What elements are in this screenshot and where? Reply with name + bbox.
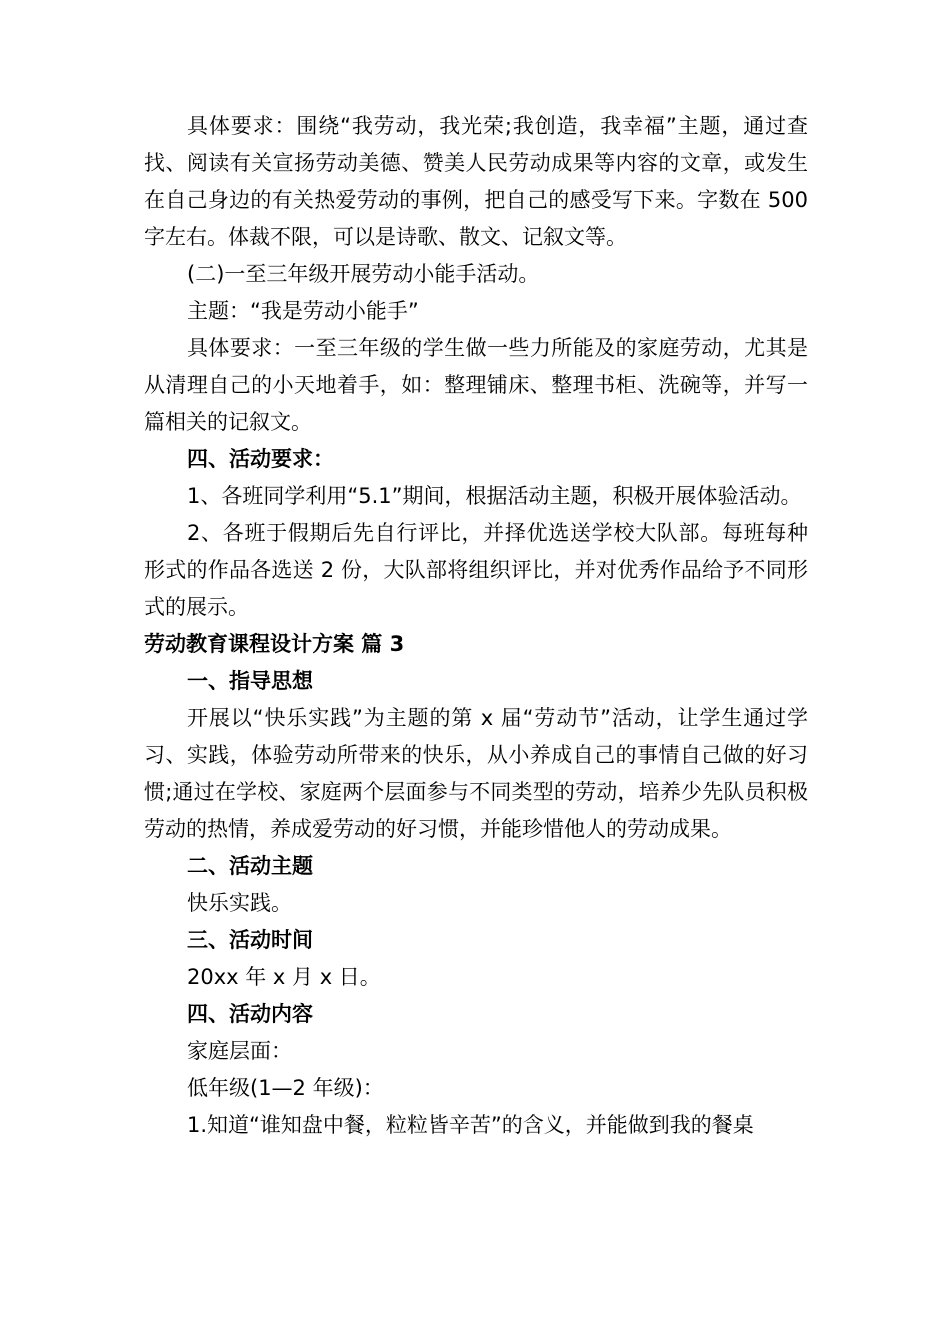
paragraph-requirement-2: 2、各班于假期后先自行评比，并择优选送学校大队部。每班每种形式的作品各选送 2 份，大队部将组织评比，并对优秀作品给予不同形式的展示。 [144,521,808,619]
paragraph-family-level: 家庭层面： [187,1039,292,1063]
paragraph-item-1: 1.知道“谁知盘中餐，粒粒皆辛苦”的含义，并能做到我的餐桌 [187,1113,754,1137]
heading-activity-time: 三、活动时间 [187,928,313,952]
paragraph-guiding-ideology: 开展以“快乐实践”为主题的第 x 届“劳动节”活动，让学生通过学习、实践，体验劳动所带来的快乐，从小养成自己的事情自己做的好习惯;通过在学校、家庭两个层面参与不同类型的劳动，培养少先队员积极劳动的热情，养成爱劳动的好习惯，并能珍惜他人的劳动成果。 [144,706,808,841]
heading-guiding-ideology: 一、指导思想 [187,669,313,693]
paragraph-requirement-1: 1、各班同学利用“5.1”期间，根据活动主题，积极开展体验活动。 [187,484,802,508]
heading-activity-requirements: 四、活动要求： [187,447,334,471]
heading-activity-theme: 二、活动主题 [187,854,313,878]
document-page [144,108,808,1144]
paragraph-specific-requirements: 具体要求：一至三年级的学生做一些力所能及的家庭劳动，尤其是从清理自己的小天地着手，如：整理铺床、整理书柜、洗碗等，并写一篇相关的记叙文。 [144,336,808,434]
section-title-plan-3: 劳动教育课程设计方案 篇 3 [144,632,405,656]
paragraph-requirements: 具体要求：围绕“我劳动，我光荣;我创造，我幸福”主题，通过查找、阅读有关宣扬劳动美德、赞美人民劳动成果等内容的文章，或发生在自己身边的有关热爱劳动的事例，把自己的感受写下来。字数在 500 字左右。体裁不限，可以是诗歌、散文、记叙文等。 [144,114,808,249]
paragraph-activity-time: 20xx 年 x 月 x 日。 [187,965,381,989]
paragraph-activity-grade-1-3: (二)一至三年级开展劳动小能手活动。 [187,262,540,286]
paragraph-lower-grade: 低年级(1—2 年级)： [187,1076,384,1100]
paragraph-theme: 主题：“我是劳动小能手” [187,299,419,323]
heading-activity-content: 四、活动内容 [187,1002,313,1026]
paragraph-activity-theme: 快乐实践。 [187,891,292,915]
